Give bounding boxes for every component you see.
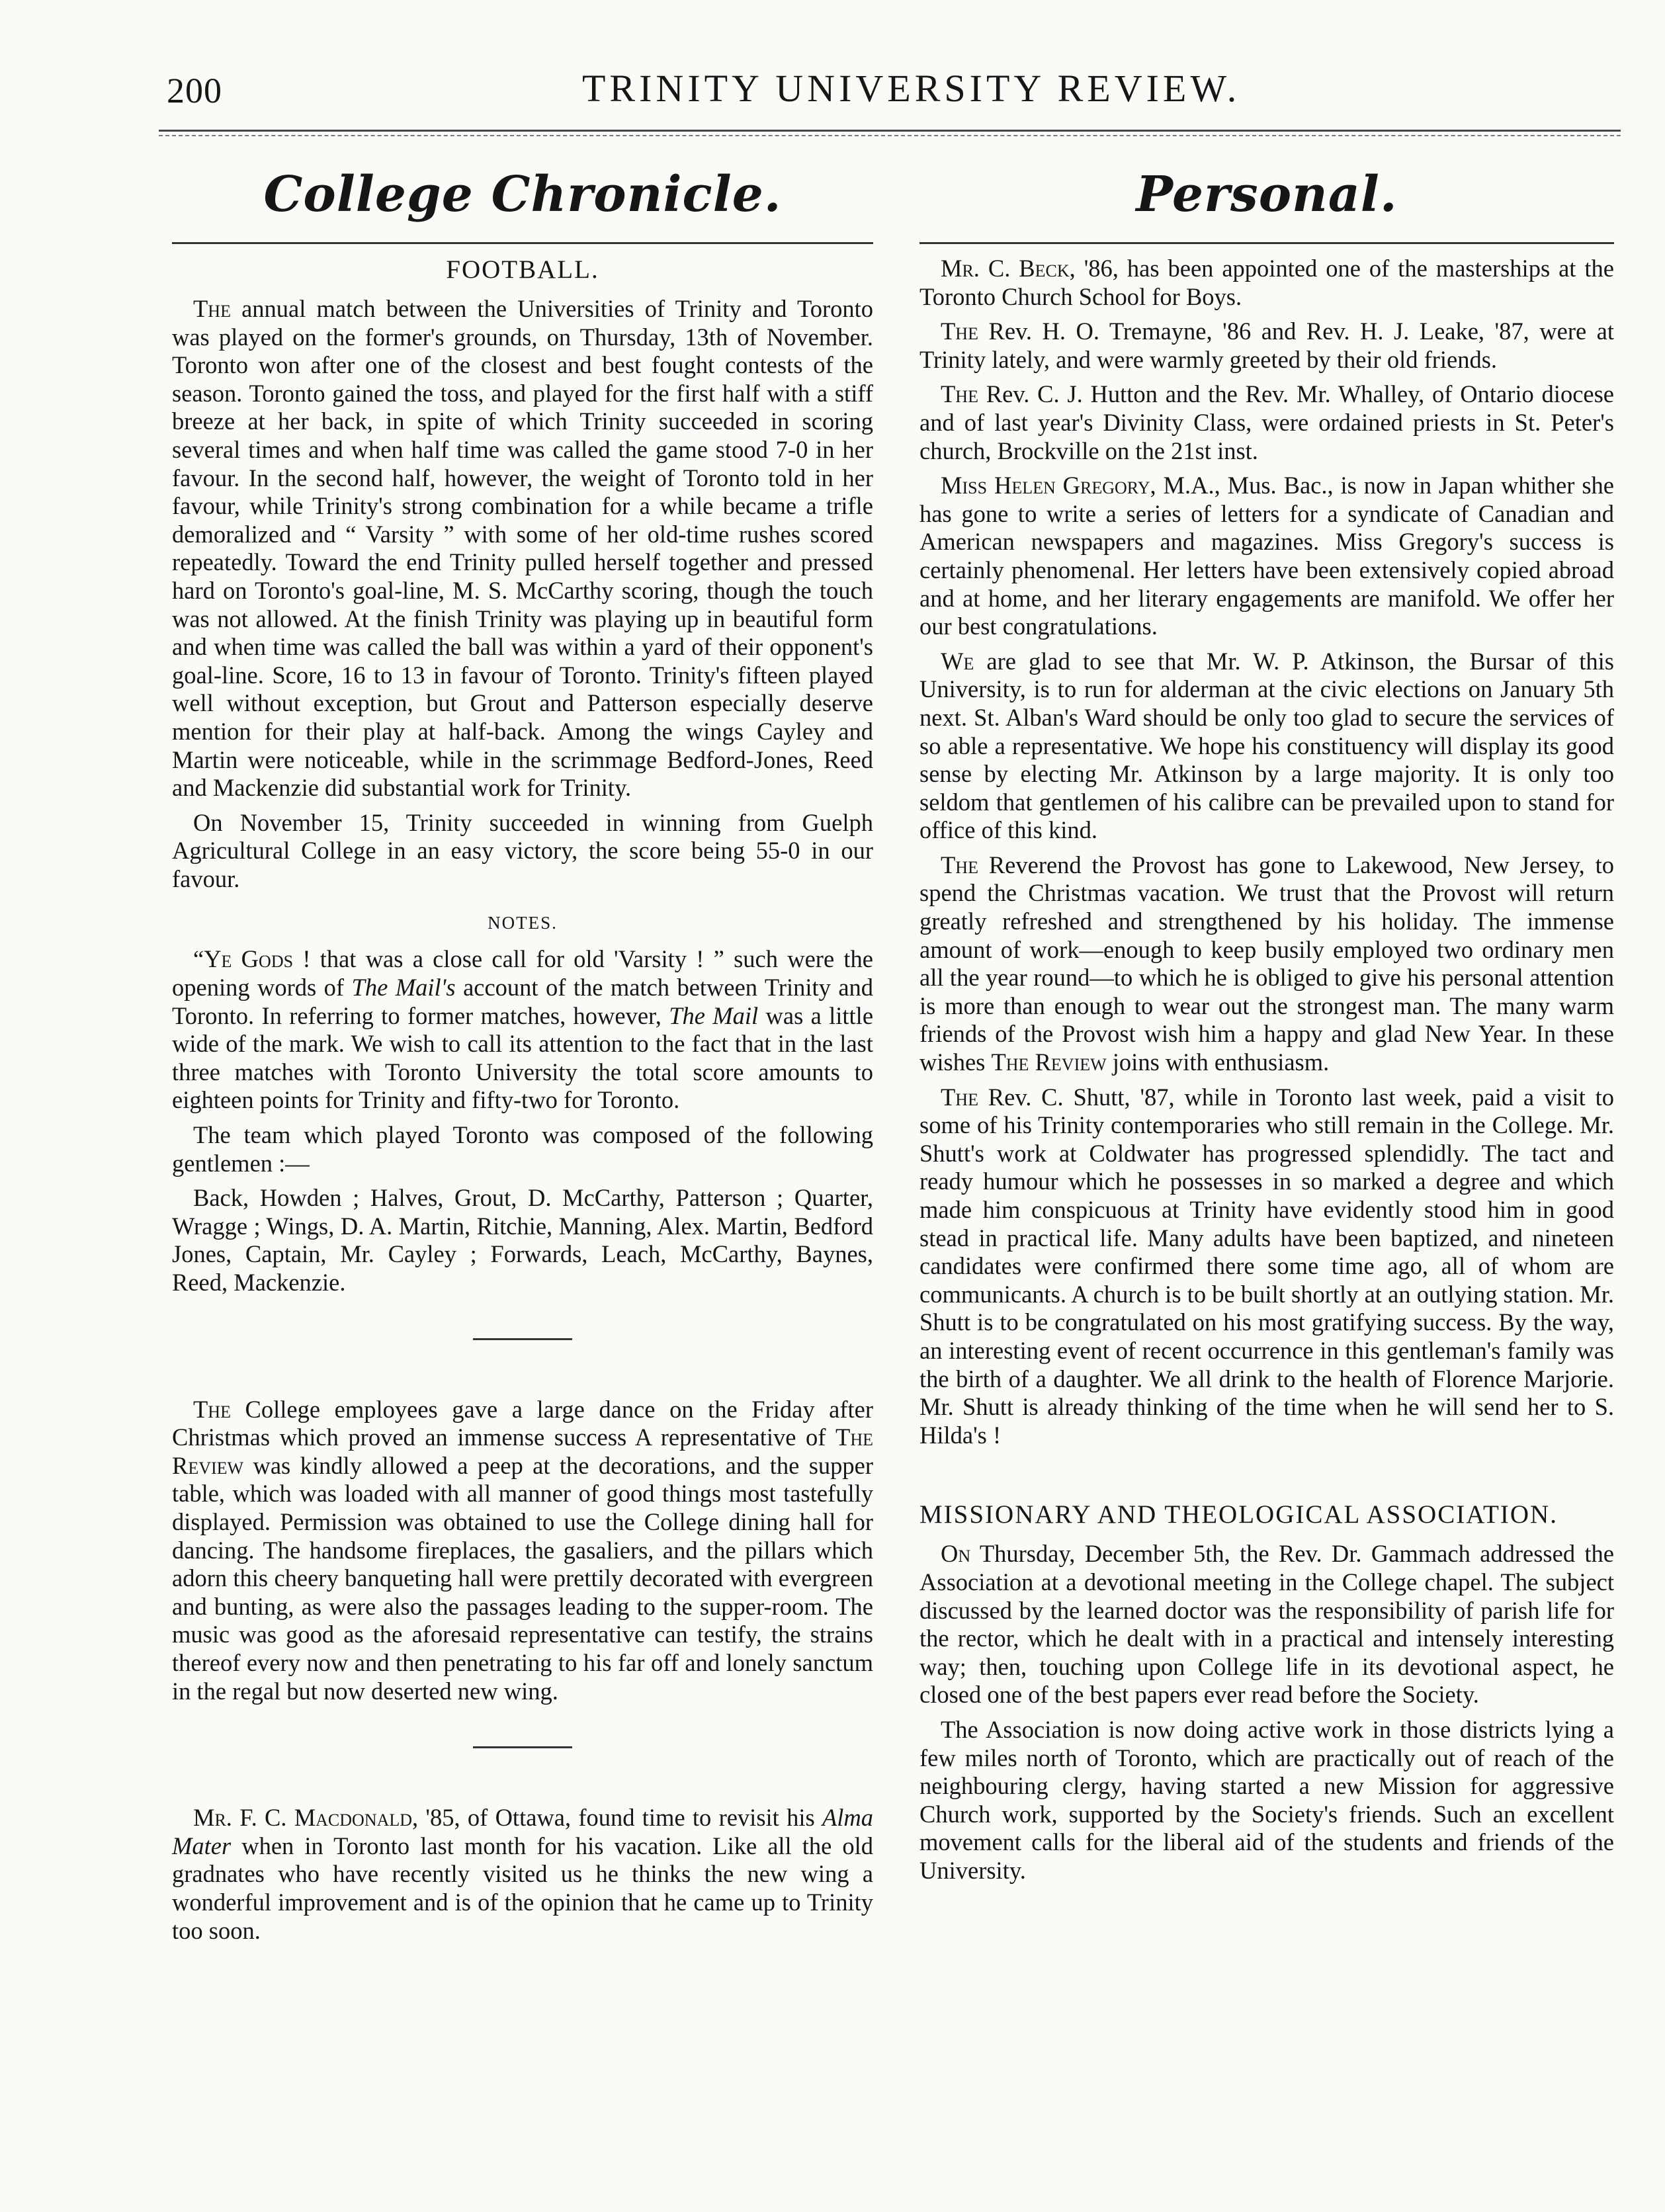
paragraph-text: annual match between the Universities of Trinity and Toronto was played on the former's grounds, on Thursday, 13th of November. Toronto won after one of the closest and best fought contests of the season. Toronto gained the toss, and played for the first half with a stiff breeze at her back, in spite of which Trinity succeeded in scoring several times and when half time was called the game stood 7-0 in her favour. In the second half, however, the weight of Toronto told in her favour, while Trinity's strong combination for a while became a trifle demoralized and “ Varsity ” with some of her old-time rushes scored repeatedly. Toward the end Trinity pulled herself together and pressed hard on Toronto's goal-line, M. S. McCarthy scoring, though the touch was not allowed. At the finish Trinity was playing up in beautiful form and when time was called the ball was within a yard of their opponent's goal-line. Score, 16 to 13 in favour of Toronto. Trinity's fifteen played well without exception, but Grout and Patterson especially deserve mention for their play at half-back. Among the wings Cayley and Martin were noticeable, while in the scrimmage Bedford-Jones, Reed and Mackenzie did substantial work for Trinity. — [172, 295, 873, 802]
paragraph-text: Reverend the Provost has gone to Lakewood, New Jersey, to spend the Christmas vacation. We trust that the Provost will return greatly refreshed and strengthened by his holiday. The immense amount of work—enough to keep busily employed two ordinary men all the year round—to which he is obliged to give his personal attention is more than enough to wear out the strongest man. The many warm friends of the Provost wish him a happy and glad New Year. In these wishes — [919, 851, 1614, 1076]
notes-paragraph-2: The team which played Toronto was composed of the following gentlemen :— — [172, 1121, 873, 1177]
title-rule — [919, 242, 1614, 244]
section-separator — [473, 1338, 572, 1340]
football-heading: FOOTBALL. — [446, 255, 599, 284]
gregory-paragraph — [919, 472, 1614, 641]
paragraph-text: was a little wide of the mark. We wish to call its attention to the fact that in the last three matches with Toronto University the total score amounts to eighteen points for Trinity and fifty-two for Toronto. — [172, 1001, 874, 1114]
paragraph-text: was kindly allowed a peep at the decorations, and the supper table, which was loaded with all manner of good things most tastefully displayed. Permission was obtained to use the College dining hall for dancing. The handsome fireplaces, the gasaliers, and the pillars which adorn this cheery banqueting hall were prettily decorated with evergreen and bunting, as were also the passages leading to the supper-room. The music was good as the aforesaid representative can testify, the strains thereof every now and then penetrating to his far off and lonely sanctum in the regal but now deserted new wing. — [172, 1451, 874, 1705]
lead-word: The — [941, 851, 978, 878]
shutt-paragraph — [919, 1084, 1614, 1450]
college-chronicle-title: College Chronicle. — [263, 166, 782, 223]
tremayne-paragraph — [919, 318, 1614, 374]
title-rule — [172, 242, 873, 244]
lead-word: Mr. C. Beck — [941, 255, 1070, 282]
paragraph-text: are glad to see that Mr. W. P. Atkinson, the Bursar of this University, is to run for alderman at the civic elections on January 5th next. St. Alban's Ward should be only too glad to secure the services of so able a representative. We hope his constituency will display its good sense by electing Mr. Atkinson by a large majority. It is only too seldom that gentlemen of his calibre can be prevailed upon to stand for office of this kind. — [919, 647, 1615, 844]
lead-word: “Ye Gods — [193, 945, 294, 973]
review-name: The Review — [172, 1424, 873, 1479]
notes-paragraph-1 — [172, 945, 873, 1115]
paragraph-text: ! that was a close call for old 'Varsity ! ” such were the opening words of — [172, 945, 873, 1001]
missionary-heading: MISSIONARY AND THEOLOGICAL ASSOCIATION. — [919, 1500, 1558, 1529]
personal-title: Personal. — [1136, 166, 1398, 223]
running-title: TRINITY UNIVERSITY REVIEW. — [582, 67, 1241, 110]
paragraph-text: , '85, of Ottawa, found time to revisit his — [412, 1804, 815, 1832]
dance-paragraph — [172, 1396, 873, 1706]
review-name: The Review — [991, 1048, 1107, 1076]
paragraph-text: , '86, has been appointed one of the masterships at the Toronto Church School for Boys. — [919, 255, 1614, 310]
macdonald-paragraph — [172, 1804, 873, 1945]
lead-word: We — [941, 647, 974, 675]
lead-word: The — [193, 295, 231, 322]
header-rule — [159, 130, 1621, 132]
beck-paragraph — [919, 255, 1614, 311]
paragraph-text: joins with enthusiasm. — [1112, 1048, 1330, 1076]
football-paragraph-2: On November 15, Trinity succeeded in winning from Guelph Agricultural College in an easy victory, the score being 55-0 in our favour. — [172, 808, 873, 892]
lead-word: Miss Helen Gregory — [941, 472, 1150, 499]
gammach-paragraph — [919, 1540, 1614, 1709]
paragraph-text: account of the match between Trinity and Toronto. In referring to former matches, however, — [172, 974, 874, 1029]
hutton-paragraph — [919, 380, 1614, 465]
paragraph-text: Rev. C. Shutt, '87, while in Toronto last week, paid a visit to some of his Trinity contemporaries who still remain in the College. Mr. Shutt's work at Coldwater has progressed splendidly. The tact and ready humour which he possesses in so marked a degree and which made him conspicuous at Trinity have evidently stood him in good stead in practical life. Many adults have been baptized, and nineteen candidates were confirmed there some time ago, all of whom are communicants. A church is to be built shortly at an outlying station. Mr. Shutt is to be congratulated on his most gratifying success. By the way, an interesting event of recent occurrence in this gentleman's family was the birth of a daughter. We all drink to the health of Florence Marjorie. Mr. Shutt is already thinking of the time when he will send her to S. Hilda's ! — [919, 1083, 1615, 1449]
paragraph-text: Thursday, December 5th, the Rev. Dr. Gammach addressed the Association at a devotional meeting in the College chapel. The subject discussed by the learned doctor was the responsibility of parish life for the rector, which he dealt with in a practical and intensely interesting way; then, touching upon College life in its devotional aspect, he closed one of the best papers ever read before the Society. — [919, 1540, 1614, 1709]
newspaper-name: The Mail — [669, 1001, 759, 1029]
paragraph-text: when in Toronto last month for his vacation. Like all the old gradnates who have recently visited us he thinks the new wing a wonderful improvement and is of the opinion that he came up to Trinity too soon. — [172, 1832, 873, 1944]
lead-word: The — [193, 1395, 231, 1423]
header-rule-dashed — [159, 135, 1621, 136]
notes-heading: NOTES. — [488, 913, 558, 933]
page-number: 200 — [167, 71, 222, 110]
left-column — [172, 159, 873, 1951]
paragraph-text: Rev. C. J. Hutton and the Rev. Mr. Whalley, of Ontario diocese and of last year's Divinity Class, were ordained priests in St. Peter's church, Brockville on the 21st inst. — [919, 380, 1614, 464]
team-list: Back, Howden ; Halves, Grout, D. McCarthy, Patterson ; Quarter, Wragge ; Wings, D. A. Martin, Ritchie, Manning, Alex. Martin, Bedford Jones, Captain, Mr. Cayley ; Forwards, Leach, McCarthy, Baynes, Reed, Mackenzie. — [172, 1184, 873, 1296]
atkinson-paragraph — [919, 648, 1614, 845]
alma-mater: Alma Mater — [172, 1804, 873, 1859]
association-paragraph: The Association is now doing active work in those districts lying a few miles north of Toronto, which are practically out of reach of the neighbouring clergy, having started a new Mission for aggressive Church work, supported by the Society's friends. Such an excellent movement calls for the liberal aid of the students and friends of the University. — [919, 1715, 1614, 1884]
lead-word: On — [941, 1540, 971, 1568]
paragraph-text: Rev. H. O. Tremayne, '86 and Rev. H. J. Leake, '87, were at Trinity lately, and were warmly greeted by their old friends. — [919, 318, 1615, 373]
right-column — [919, 159, 1614, 1891]
football-paragraph-1 — [172, 295, 873, 802]
section-separator — [473, 1746, 572, 1748]
lead-word: Mr. F. C. Macdonald — [193, 1804, 413, 1832]
lead-word: The — [941, 318, 978, 345]
paragraph-text: , M.A., Mus. Bac., is now in Japan whither she has gone to write a series of letters for a syndicate of Canadian and American newspapers and magazines. Miss Gregory's success is certainly phenomenal. Her letters have been extensively copied abroad and at home, and her literary engagements are manifold. We offer her our best congratulations. — [919, 472, 1614, 640]
lead-word: The — [941, 380, 978, 408]
newspaper-name: The Mail's — [351, 974, 456, 1001]
lead-word: The — [941, 1083, 978, 1111]
provost-paragraph — [919, 851, 1614, 1077]
paragraph-text: College employees gave a large dance on the Friday after Christmas which proved an immense success A representative of — [172, 1395, 874, 1451]
